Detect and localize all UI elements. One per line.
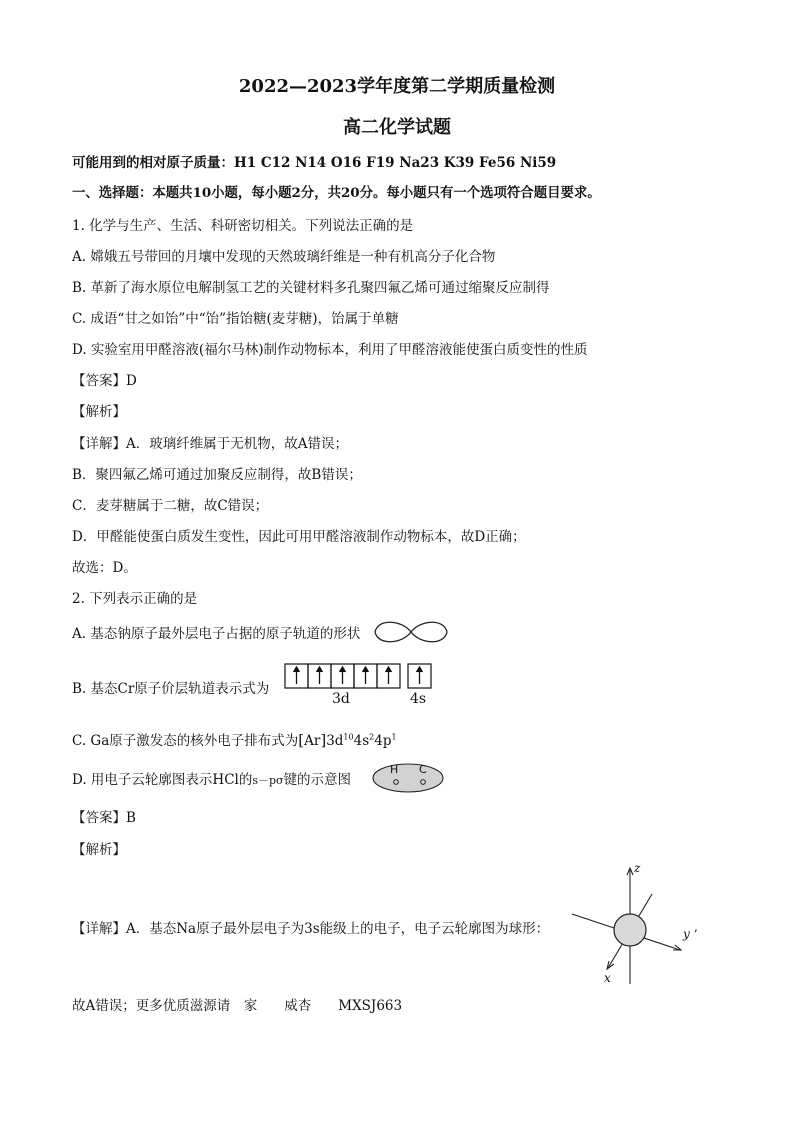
hcl-sigma-bond-figure — [372, 762, 444, 794]
q1-detail-line: 故选：D。 — [72, 560, 137, 576]
q2-option-b-text: B. 基态Cr原子价层轨道表示式为 — [72, 681, 270, 697]
dumbbell-orbital-figure — [372, 618, 450, 646]
config-part: 4s — [353, 733, 370, 749]
axis-label-y: y — [683, 927, 690, 941]
q1-analysis-tag: 【解析】 — [72, 404, 126, 420]
label-4s: 4s — [410, 691, 427, 707]
q1-stem: 1. 化学与生产、生活、科研密切相关。下列说法正确的是 — [72, 218, 414, 234]
axis-label-y-mark: , — [694, 920, 698, 934]
q2-analysis-tag: 【解析】 — [72, 842, 126, 858]
q2-option-d-pre: D. 用电子云轮廓图表示HCl的 — [72, 772, 253, 788]
config-core: Ar — [304, 733, 321, 749]
config-part: 4p — [374, 733, 392, 749]
atomic-masses: 可能用到的相对原子质量：H1 C12 N14 O16 F19 Na23 K39 Fe56 Ni59 — [72, 155, 557, 171]
q2-option-d-post: 键的示意图 — [283, 772, 352, 788]
config-sup: 2 — [369, 732, 375, 742]
q2-last-line: 故A错误；更多优质滋源请 家 威杏 MXSJ663 — [72, 998, 403, 1014]
config-sup: 10 — [343, 732, 354, 742]
q2-option-c-text: C. Ga原子激发态的核外电子排布式为 — [72, 733, 299, 749]
q1-option-c: C. 成语“甘之如饴”中“饴”指饴糖(麦芽糖)，饴属于单糖 — [72, 311, 399, 327]
axis-label-x: x — [604, 971, 611, 985]
page-title: 2022—2023学年度第二学期质量检测 — [238, 76, 556, 97]
config-sup: 1 — [391, 732, 397, 742]
answer-tag: 【答案】 — [72, 810, 126, 826]
q2-option-c — [72, 729, 397, 749]
q1-detail-line: 【详解】A．玻璃纤维属于无机物，故A错误； — [72, 436, 348, 452]
bracket-close: ] — [320, 731, 327, 749]
q1-option-b: B. 革新了海水原位电解制氢工艺的关键材料多孔聚四氟乙烯可通过缩聚反应制得 — [72, 280, 550, 296]
q2-option-a-text: A. 基态钠原子最外层电子占据的原子轨道的形状 — [72, 626, 361, 642]
page-subtitle: 高二化学试题 — [343, 117, 451, 138]
q1-detail-line: B．聚四氟乙烯可通过加聚反应制得，故B错误； — [72, 467, 362, 483]
q2-answer — [72, 806, 136, 826]
q2-option-d — [72, 768, 351, 788]
s-orbital-sphere-axes-figure — [570, 858, 710, 990]
answer-tag: 【答案】 — [72, 373, 126, 389]
q1-option-a: A. 嫦娥五号带回的月壤中发现的天然玻璃纤维是一种有机高分子化合物 — [72, 249, 496, 265]
q1-detail-line: D．甲醛能使蛋白质发生变性，因此可用甲醛溶液制作动物标本，故D正确； — [72, 529, 526, 545]
atom-label-c: C — [419, 763, 427, 776]
config-part: 3d — [326, 733, 344, 749]
label-3d: 3d — [332, 691, 350, 707]
bracket-open: [ — [298, 731, 305, 749]
q2-option-a — [72, 622, 360, 642]
answer-value: D — [126, 373, 137, 389]
atom-label-h: H — [390, 763, 399, 776]
q1-detail-line: C．麦芽糖属于二糖，故C错误； — [72, 498, 269, 514]
axis-label-z: z — [634, 861, 641, 875]
q2-detail: 【详解】A．基态Na原子最外层电子为3s能级上的电子，电子云轮廓图为球形： — [72, 921, 550, 937]
q1-option-d: D. 实验室用甲醛溶液(福尔马林)制作动物标本，利用了甲醛溶液能使蛋白质变性的性质 — [72, 342, 588, 358]
section-heading: 一、选择题：本题共10小题，每小题2分，共20分。每小题只有一个选项符合题目要求。 — [72, 185, 601, 201]
q2-option-d-bond: s－pσ — [252, 774, 284, 787]
q2-stem: 2. 下列表示正确的是 — [72, 591, 198, 607]
q1-answer — [72, 369, 137, 389]
answer-value: B — [126, 810, 136, 826]
